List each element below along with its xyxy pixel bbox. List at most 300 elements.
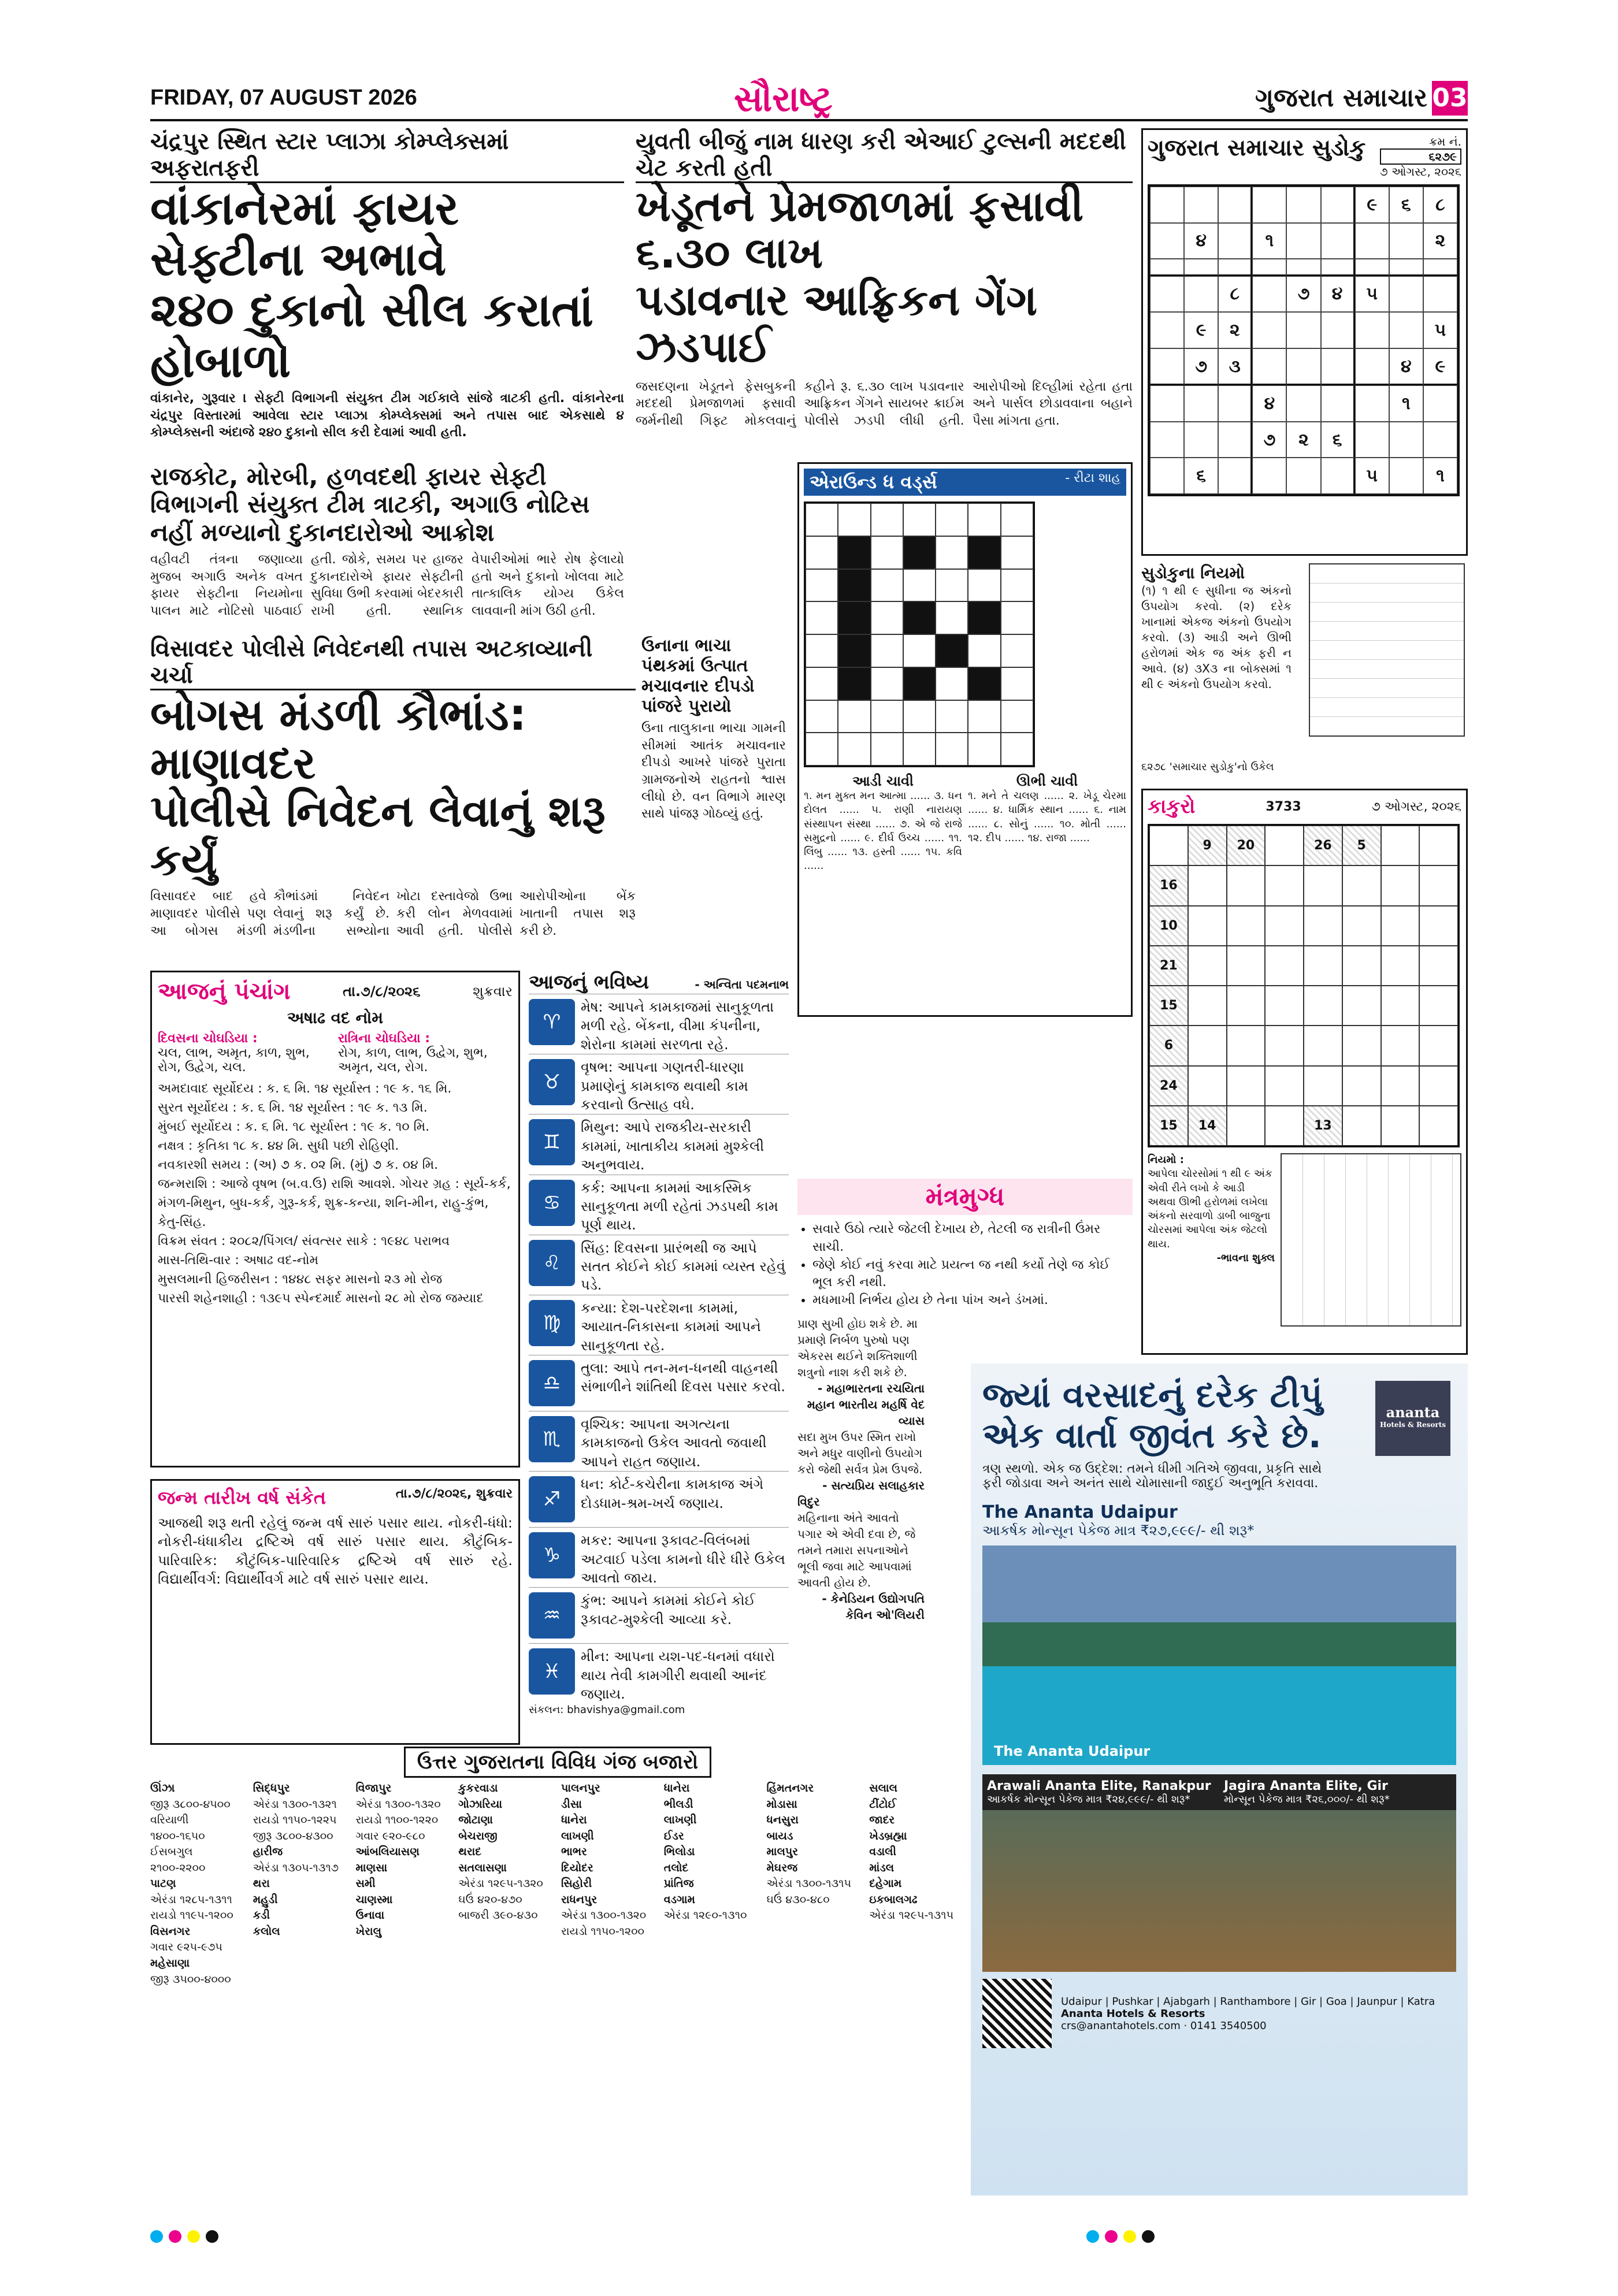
newspaper-brand: ગુજરાત સમાચાર: [1255, 83, 1427, 113]
kakuro-cell[interactable]: [1381, 1066, 1420, 1106]
sudoku-cell[interactable]: ૭: [1184, 348, 1218, 386]
kakuro-cell[interactable]: [1304, 906, 1342, 946]
market-line: પાલનપુર: [561, 1782, 600, 1795]
horoscope-text: મેષ: આપને કામકાજમાં સાનુકૂળતા મળી રહે. બેંકના, વીમા કંપનીના, શેરોના કામમાં સરળતા રહે.: [581, 999, 774, 1053]
market-column: [561, 1781, 657, 2197]
day-choghadiya: ચલ, લાભ, અમૃત, કાળ, શુભ, રોગ, ઉદ્વેગ, ચલ.: [158, 1046, 310, 1075]
kakuro-date: ૭ ઓગસ્ટ, ૨૦૨૬: [1371, 799, 1461, 814]
sudoku-cell[interactable]: ૮: [1218, 276, 1252, 313]
horoscope-text: ધન: કોર્ટ-કચેરીના કામકાજ અંગે દોડધામ-શ્રમ-ખર્ચ જણાય.: [581, 1476, 764, 1511]
sudoku-cell[interactable]: [1423, 422, 1457, 458]
market-column: [253, 1781, 349, 2197]
ad-headline: જ્યાં વરસાદનું દરેક ટીપું: [982, 1375, 1323, 1416]
horoscope-text: તુલા: આપે તન-મન-ધનથી વાહનથી સંભાળીને શાંતિથી દિવસ પસાર કરવો.: [581, 1360, 785, 1395]
crossword-cell[interactable]: [871, 503, 903, 536]
kakuro-cell[interactable]: [1419, 865, 1458, 905]
crossword-cell[interactable]: [806, 667, 838, 700]
sudoku-cell[interactable]: ૯: [1423, 348, 1457, 386]
sudoku-cell[interactable]: [1423, 276, 1457, 313]
registration-marks-right: [1086, 2230, 1160, 2245]
market-line: ઊંઝા: [150, 1782, 175, 1795]
mantra-line: • મધમાખી નિર્ભય હોય છે તેના પાંખ અને ડંખમાં.: [812, 1292, 1133, 1310]
kakuro-cell[interactable]: [1188, 906, 1227, 946]
sudoku-cell[interactable]: [1389, 422, 1423, 458]
crossword-cell[interactable]: [968, 733, 1000, 766]
crossword-cell[interactable]: [838, 700, 870, 733]
kakuro-cell[interactable]: [1149, 826, 1188, 865]
market-line: માંડલ: [869, 1861, 895, 1874]
market-line: હારીજ: [253, 1845, 283, 1859]
market-line: ઈડર: [663, 1829, 684, 1842]
market-line: જીરૂ ૩૫૦૦-૪૦૦૦: [150, 1972, 231, 1986]
sudoku-cell[interactable]: ૭: [1286, 276, 1320, 313]
panchang-tithi: અષાઢ વદ નોમ: [287, 1008, 384, 1027]
kakuro-cell[interactable]: [1188, 986, 1227, 1026]
sudoku-cell[interactable]: [1286, 458, 1320, 494]
kakuro-clue-cell[interactable]: 10: [1149, 906, 1188, 946]
sudoku-cell[interactable]: [1423, 259, 1457, 276]
crossword-box: [797, 462, 1133, 1017]
crossword-cell[interactable]: [1001, 536, 1033, 569]
navkarshi: નવકારશી સમય : (અ) ૭ ક. ૦૨ મિ. (મું) ૭ ક. ૦૪ મિ.: [158, 1158, 439, 1172]
horoscope-text: સિંહ: દિવસના પ્રારંભથી જ આપે સતત કોઈને કોઈ કામમાં વ્યસ્ત રહેવું પડે.: [581, 1239, 785, 1294]
sudoku-cell[interactable]: [1218, 187, 1252, 223]
sudoku-cell[interactable]: ૭: [1252, 422, 1286, 458]
kakuro-cell[interactable]: [1419, 986, 1458, 1026]
crossword-cell[interactable]: [968, 536, 1000, 569]
sudoku-cell[interactable]: [1252, 312, 1286, 348]
kakuro-cell[interactable]: [1265, 946, 1304, 986]
sudoku-cell[interactable]: [1355, 312, 1389, 348]
crossword-cell[interactable]: [1001, 569, 1033, 602]
sudoku-cell[interactable]: [1321, 259, 1355, 276]
kakuro-cell[interactable]: [1227, 986, 1266, 1026]
sudoku-cell[interactable]: [1150, 223, 1184, 259]
aravali-offer: આકર્ષક મોન્સૂન પેકેજ માત્ર ₹૨૪,૯૯૯/- થી શરૂ*: [987, 1793, 1190, 1805]
crossword-cell[interactable]: [903, 601, 936, 634]
kakuro-cell[interactable]: [1419, 1026, 1458, 1065]
kakuro-clue-cell[interactable]: 13: [1304, 1106, 1342, 1146]
crossword-cell[interactable]: [1001, 601, 1033, 634]
sudoku-cell[interactable]: [1321, 223, 1355, 259]
sudoku-cell[interactable]: ૧: [1423, 458, 1457, 494]
sudoku-cell[interactable]: [1286, 187, 1320, 223]
kakuro-no: 3733: [1266, 799, 1301, 814]
kakuro-cell[interactable]: [1304, 1066, 1342, 1106]
kakuro-rules-title: નિયમો :: [1148, 1154, 1184, 1166]
bhavishya-contact: સંકલન: bhavishya@gmail.com: [529, 1703, 685, 1716]
sudoku-cell[interactable]: [1252, 348, 1286, 386]
crossword-cell[interactable]: [806, 569, 838, 602]
sudoku-cell[interactable]: ૫: [1423, 312, 1457, 348]
sudoku-cell[interactable]: [1184, 422, 1218, 458]
kakuro-cell[interactable]: [1342, 1066, 1381, 1106]
sudoku-cell[interactable]: [1150, 312, 1184, 348]
kakuro-cell[interactable]: [1342, 1106, 1381, 1146]
kakuro-cell[interactable]: [1342, 1026, 1381, 1065]
udaipur-photo: [982, 1545, 1456, 1765]
kakuro-clue-cell[interactable]: 20: [1227, 826, 1266, 865]
crossword-cell[interactable]: [806, 536, 838, 569]
crossword-cell[interactable]: [1001, 733, 1033, 766]
sudoku-cell[interactable]: ૪: [1184, 223, 1218, 259]
sudoku-cell[interactable]: [1286, 348, 1320, 386]
sudoku-cell[interactable]: ૨: [1423, 223, 1457, 259]
market-column: [458, 1781, 554, 2197]
kakuro-cell[interactable]: [1304, 986, 1342, 1026]
crossword-cell[interactable]: [936, 733, 968, 766]
ad-phone[interactable]: 0141 3540500: [1190, 2019, 1267, 2032]
market-line: પ્રાંતિજ: [663, 1877, 694, 1890]
market-line: વિજાપુર: [355, 1782, 392, 1795]
crossword-cell[interactable]: [871, 634, 903, 667]
story-body: વહીવટી તંત્રના જણાવ્યા મુજબ અગાઉ અનેક વખત ફાયર સેફ્ટીના નિયમોના પાલન માટે નોટિસો પાઠવાઈ હતી. જોકે, સમય પર હાજર દુકાનદારોએ ફાયર સેફ્ટીની સુવિધા ઉભી કરવામાં બેદરકારી રાખી હતી. સ્થાનિક વેપારીઓમાં ભારે રોષ ફેલાયો હતો અને દુકાનો ખોલવા માટે તાત્કાલિક યોગ્ય ઉકેલ લાવવાની માંગ ઉઠી હતી.: [150, 552, 624, 618]
kakuro-cell[interactable]: [1381, 906, 1420, 946]
sudoku-cell[interactable]: ૬: [1321, 422, 1355, 458]
sudoku-cell[interactable]: [1355, 223, 1389, 259]
sudoku-rules-text: (૧) ૧ થી ૯ સુધીના જ અંકનો ઉપયોગ કરવો. (૨) દરેક ખાનામાં એકજ અંકનો ઉપયોગ કરવો. (૩) આડી અને ઊભી હરોળમાં એક જ અંક ફરી ન આવે. (૪) ૩X૩ ના બોક્સમાં ૧ થી ૯ અંકનો ઉપયોગ કરવો.: [1141, 584, 1292, 691]
sudoku-cell[interactable]: ૬: [1184, 458, 1218, 494]
kakuro-cell[interactable]: [1381, 865, 1420, 905]
logo-text: ananta: [1386, 1404, 1440, 1421]
kakuro-cell[interactable]: [1419, 1066, 1458, 1106]
market-line: ધાનેરા: [561, 1814, 587, 1827]
crossword-cell[interactable]: [838, 601, 870, 634]
sudoku-cell[interactable]: [1286, 312, 1320, 348]
sudoku-cell[interactable]: ૪: [1252, 385, 1286, 422]
horoscope-row: [529, 1411, 789, 1471]
crossword-cell[interactable]: [968, 634, 1000, 667]
horoscope-text: વૃષભ: આપના ગણતરી-ધારણા પ્રમાણેનું કામકાજ થવાથી કામ કરવાનો ઉત્સાહ વધે.: [581, 1059, 748, 1113]
sudoku-cell[interactable]: [1321, 385, 1355, 422]
mantra-header: [797, 1179, 1133, 1215]
photo-caption: The Ananta Udaipur: [994, 1743, 1151, 1759]
market-line: કલોલ: [253, 1925, 280, 1938]
market-line: એરંડા ૧૩૦૦-૧૩૨૦: [355, 1797, 441, 1811]
zodiac-icon: ♊: [529, 1119, 575, 1165]
horoscope-text: મિથુન: આપે રાજકીય-સરકારી કામમાં, ખાતાકીય કામમાં મુશ્કેલી અનુભવાય.: [581, 1119, 765, 1173]
market-line: જીરૂ ૩૮૦૦-૪૩૦૦: [253, 1829, 333, 1842]
sudoku-cell[interactable]: [1184, 276, 1218, 313]
janmadin-title: જન્મ તારીખ વર્ષ સંકેત: [158, 1487, 326, 1509]
market-section: [150, 1751, 965, 2207]
ad-email[interactable]: crs@anantahotels.com: [1061, 2019, 1181, 2032]
section-title: સૌરાષ્ટ્ર: [734, 77, 833, 120]
sudoku-cell[interactable]: ૧: [1389, 385, 1423, 422]
market-line: સિદ્ધપુર: [253, 1782, 290, 1795]
market-line: જાદર: [869, 1814, 895, 1827]
sudoku-cell[interactable]: [1184, 385, 1218, 422]
market-line: ગવાર ૯૨૫-૯૭૫: [150, 1941, 222, 1954]
crossword-cell[interactable]: [838, 667, 870, 700]
sudoku-cell[interactable]: ૯: [1184, 312, 1218, 348]
kakuro-cell[interactable]: [1227, 906, 1266, 946]
kakuro-cell[interactable]: [1304, 865, 1342, 905]
kakuro-cell[interactable]: [1381, 986, 1420, 1026]
kakuro-clue-cell[interactable]: 26: [1304, 826, 1342, 865]
crossword-cell[interactable]: [806, 601, 838, 634]
crossword-cell[interactable]: [903, 503, 936, 536]
kakuro-cell[interactable]: [1419, 826, 1458, 865]
story-headline-2: ૨૪૦ દુકાનો સીલ કરાતાં હોબાળો: [150, 283, 593, 388]
crossword-cell[interactable]: [903, 634, 936, 667]
kakuro-cell[interactable]: [1265, 1106, 1304, 1146]
kakuro-clue-cell[interactable]: 24: [1149, 1066, 1188, 1106]
crossword-cell[interactable]: [871, 667, 903, 700]
crossword-cell[interactable]: [806, 700, 838, 733]
sudoku-cell[interactable]: ૧: [1252, 223, 1286, 259]
kakuro-cell[interactable]: [1381, 946, 1420, 986]
sudoku-cell[interactable]: ૬: [1389, 187, 1423, 223]
market-line: પાટણ: [150, 1877, 176, 1890]
crossword-cell[interactable]: [936, 536, 968, 569]
sudoku-cell[interactable]: [1389, 259, 1423, 276]
horoscope-list: [529, 994, 789, 1704]
crossword-cell[interactable]: [968, 569, 1000, 602]
sudoku-cell[interactable]: [1355, 385, 1389, 422]
kakuro-cell[interactable]: [1342, 865, 1381, 905]
kakuro-cell[interactable]: [1304, 1026, 1342, 1065]
kakuro-title: કાકુરો: [1148, 795, 1196, 818]
crossword-cell[interactable]: [871, 536, 903, 569]
ad-headline-2: એક વાર્તા જીવંત કરે છે.: [982, 1416, 1322, 1456]
zodiac-icon: ♐: [529, 1476, 575, 1522]
horoscope-row: [529, 1471, 789, 1527]
sudoku-cell[interactable]: ૪: [1389, 348, 1423, 386]
panchang-date: તા.૭/૮/૨૦૨૬: [343, 983, 421, 1000]
mass-tithi: માસ-તિથિ-વાર : અષાઢ વદ-નોમ: [158, 1253, 319, 1268]
kakuro-clue-cell[interactable]: 5: [1342, 826, 1381, 865]
story-headline-2: પોલીસે નિવેદન લેવાનું શરૂ કર્યું: [150, 785, 606, 885]
market-line: લાખણી: [663, 1814, 697, 1827]
kakuro-cell[interactable]: [1342, 946, 1381, 986]
market-line: ઉનાવા: [355, 1909, 385, 1922]
market-line: સતલાસણા: [458, 1861, 507, 1874]
sudoku-cell[interactable]: [1389, 312, 1423, 348]
sudoku-cell[interactable]: ૩: [1218, 348, 1252, 386]
kakuro-cell[interactable]: [1265, 986, 1304, 1026]
crossword-cell[interactable]: [838, 536, 870, 569]
crossword-cell[interactable]: [1001, 700, 1033, 733]
sudoku-cell[interactable]: ૯: [1355, 187, 1389, 223]
kakuro-cell[interactable]: [1419, 1106, 1458, 1146]
sudoku-cell[interactable]: [1184, 259, 1218, 276]
kakuro-cell[interactable]: [1265, 865, 1304, 905]
crossword-cell[interactable]: [968, 700, 1000, 733]
kakuro-rules: આપેલા ચોરસોમાં ૧ થી ૯ અંક એવી રીતે લખો કે આડી અથવા ઊભી હરોળમાં લખેલા અંકનો સરવાળો ડાબી બાજુના ચોરસમાં આપેલા અંક જેટલો થાય.: [1148, 1168, 1272, 1250]
sudoku-cell[interactable]: [1218, 422, 1252, 458]
crossword-cell[interactable]: [838, 733, 870, 766]
sudoku-cell[interactable]: [1252, 458, 1286, 494]
sudoku-cell[interactable]: [1218, 385, 1252, 422]
sudoku-cell[interactable]: [1321, 348, 1355, 386]
zodiac-icon: ♑: [529, 1532, 575, 1578]
sudoku-cell[interactable]: [1252, 259, 1286, 276]
kakuro-cell[interactable]: [1227, 1106, 1266, 1146]
kakuro-cell[interactable]: [1342, 986, 1381, 1026]
kakuro-cell[interactable]: [1265, 1066, 1304, 1106]
kakuro-clue-cell[interactable]: 9: [1188, 826, 1227, 865]
crossword-cell[interactable]: [936, 667, 968, 700]
sudoku-cell[interactable]: ૨: [1286, 422, 1320, 458]
sudoku-cell[interactable]: [1184, 187, 1218, 223]
sudoku-cell[interactable]: ૮: [1423, 187, 1457, 223]
sudoku-box: [1141, 128, 1468, 556]
sudoku-cell[interactable]: [1389, 276, 1423, 313]
sudoku-cell[interactable]: ૨: [1218, 312, 1252, 348]
kakuro-cell[interactable]: [1227, 946, 1266, 986]
kakuro-cell[interactable]: [1188, 865, 1227, 905]
sudoku-cell[interactable]: [1355, 348, 1389, 386]
kakuro-clue-cell[interactable]: 15: [1149, 1106, 1188, 1146]
kakuro-clue-cell[interactable]: 16: [1149, 865, 1188, 905]
horoscope-text: કર્ક: આપના કામમાં આકસ્મિક સાનુકૂળતા મળી રહેતાં ઝડપથી કામ પૂર્ણ થાય.: [581, 1179, 778, 1234]
crossword-cell[interactable]: [936, 601, 968, 634]
market-line: મહેસાણા: [150, 1957, 190, 1970]
crossword-title: એરાઉન્ડ ધ વર્ડ્સ: [810, 471, 937, 493]
sudoku-cell[interactable]: [1150, 348, 1184, 386]
sudoku-cell[interactable]: [1321, 187, 1355, 223]
horoscope-text: વૃશ્ચિક: આપના અગત્યના કામકાજનો ઉકેલ આવતો જવાથી આપને રાહત જણાય.: [581, 1416, 767, 1470]
market-line: આંબલિયાસણ: [355, 1845, 420, 1859]
kakuro-cell[interactable]: [1188, 1026, 1227, 1065]
crossword-cell[interactable]: [806, 503, 838, 536]
page-number: 03: [1432, 81, 1468, 116]
kakuro-clue-cell[interactable]: 14: [1188, 1106, 1227, 1146]
udaipur-title: The Ananta Udaipur: [982, 1502, 1178, 1522]
kakuro-cell[interactable]: [1188, 1066, 1227, 1106]
sudoku-cell[interactable]: [1286, 259, 1320, 276]
sudoku-cell[interactable]: [1389, 458, 1423, 494]
crossword-cell[interactable]: [936, 700, 968, 733]
sudoku-cell[interactable]: [1150, 259, 1184, 276]
crossword-cell[interactable]: [903, 733, 936, 766]
story-subhead: રાજકોટ, મોરબી, હળવદથી ફાયર સેફ્ટી વિભાગની સંયુક્ત ટીમ ત્રાટકી, અગાઉ નોટિસ નહીં મળ્યાનો દુકાનદારોઓ આક્રોશ: [150, 462, 590, 547]
market-line: ભાભર: [561, 1845, 587, 1859]
kakuro-cell[interactable]: [1381, 1106, 1420, 1146]
sudoku-cell[interactable]: [1218, 458, 1252, 494]
sudoku-solution-label: ૬૨૭૮ 'સમાચાર સુડોકુ'નો ઉકેલ: [1141, 761, 1274, 773]
sun-ahmedabad: અમદાવાદ સૂર્યોદય : ક. ૬ મિ. ૧૪ સૂર્યાસ્ત : ૧૯ ક. ૧૬ મિ.: [158, 1082, 452, 1096]
crossword-cell[interactable]: [903, 536, 936, 569]
crossword-cell[interactable]: [1001, 667, 1033, 700]
kakuro-cell[interactable]: [1188, 946, 1227, 986]
kakuro-cell[interactable]: [1265, 826, 1304, 865]
crossword-cell[interactable]: [968, 601, 1000, 634]
market-line: રાયડો ૧૧૯૫-૧૨૦૦: [150, 1909, 233, 1922]
horoscope-text: કન્યા: દેશ-પરદેશના કામમાં, આયાત-નિકાસના કામમાં આપને સાનુકૂળતા રહે.: [581, 1299, 761, 1354]
sudoku-cell[interactable]: ૫: [1355, 458, 1389, 494]
sudoku-cell[interactable]: [1389, 223, 1423, 259]
crossword-cell[interactable]: [871, 733, 903, 766]
market-line: એરંડા ૧૨૯૫-૧૩૨૦: [458, 1877, 543, 1890]
crossword-cell[interactable]: [871, 601, 903, 634]
sudoku-cell[interactable]: [1150, 422, 1184, 458]
sudoku-cell[interactable]: [1286, 223, 1320, 259]
kakuro-grid: [1148, 824, 1460, 1147]
kakuro-cell[interactable]: [1419, 906, 1458, 946]
muslim-hijri: મુસલમાની હિજરીસન : ૧૪૪૮ સફર માસનો ૨૩ મો રોજ: [158, 1272, 443, 1287]
market-line: સિહોરી: [561, 1877, 592, 1890]
sudoku-cell[interactable]: [1150, 385, 1184, 422]
kakuro-cell[interactable]: [1419, 946, 1458, 986]
crossword-cell[interactable]: [838, 503, 870, 536]
market-line: દિયોદર: [561, 1861, 593, 1874]
market-line: રાયડો ૧૧૦૦-૧૨૨૦: [355, 1814, 439, 1827]
crossword-cell[interactable]: [903, 569, 936, 602]
sudoku-cell[interactable]: [1218, 223, 1252, 259]
story-kicker: વિસાવદર પોલીસે નિવેદનથી તપાસ અટકાવ્યાની ચર્ચા: [150, 636, 636, 690]
sudoku-cell[interactable]: [1150, 276, 1184, 313]
sudoku-cell[interactable]: [1355, 259, 1389, 276]
sudoku-cell[interactable]: [1423, 385, 1457, 422]
crossword-cell[interactable]: [936, 503, 968, 536]
sudoku-cell[interactable]: [1252, 187, 1286, 223]
crossword-cell[interactable]: [871, 700, 903, 733]
sudoku-cell[interactable]: [1286, 385, 1320, 422]
crossword-cell[interactable]: [903, 700, 936, 733]
horoscope-row: [529, 1235, 789, 1295]
crossword-cell[interactable]: [903, 667, 936, 700]
kakuro-clue-cell[interactable]: 21: [1149, 946, 1188, 986]
crossword-cell[interactable]: [1001, 634, 1033, 667]
sudoku-cell[interactable]: [1355, 422, 1389, 458]
crossword-cell[interactable]: [936, 634, 968, 667]
market-line: હિંમતનગર: [766, 1782, 814, 1795]
market-line: ગવાર ૯૨૦-૯૮૦: [355, 1829, 425, 1842]
sudoku-meta: [1380, 135, 1461, 179]
kakuro-cell[interactable]: [1227, 865, 1266, 905]
zodiac-icon: ♍: [529, 1300, 575, 1346]
issue-date: FRIDAY, 07 AUGUST 2026: [150, 86, 417, 110]
kakuro-cell[interactable]: [1304, 946, 1342, 986]
kakuro-clue-cell[interactable]: 6: [1149, 1026, 1188, 1065]
horoscope-row: [529, 1643, 789, 1703]
kakuro-cell[interactable]: [1381, 1026, 1420, 1065]
sudoku-cell[interactable]: [1321, 458, 1355, 494]
sudoku-cell[interactable]: ૪: [1321, 276, 1355, 313]
crossword-cell[interactable]: [838, 634, 870, 667]
kakuro-cell[interactable]: [1265, 1026, 1304, 1065]
sudoku-cell[interactable]: [1252, 276, 1286, 313]
zodiac-icon: ♌: [529, 1240, 575, 1286]
kakuro-clue-cell[interactable]: 15: [1149, 986, 1188, 1026]
kakuro-cell[interactable]: [1342, 906, 1381, 946]
sudoku-cell[interactable]: [1321, 312, 1355, 348]
kakuro-cell[interactable]: [1227, 1026, 1266, 1065]
crossword-cell[interactable]: [936, 569, 968, 602]
crossword-cell[interactable]: [806, 733, 838, 766]
crossword-cell[interactable]: [838, 569, 870, 602]
crossword-cell[interactable]: [806, 634, 838, 667]
crossword-cell[interactable]: [1001, 503, 1033, 536]
sun-surat: સુરત સૂર્યોદય : ક. ૬ મિ. ૧૪ સૂર્યાસ્ત : ૧૯ ક. ૧૩ મિ.: [158, 1101, 428, 1115]
market-line: ટીંટોઈ: [869, 1797, 897, 1811]
kakuro-cell[interactable]: [1227, 1066, 1266, 1106]
sudoku-cell[interactable]: ૫: [1355, 276, 1389, 313]
sudoku-cell[interactable]: [1150, 187, 1184, 223]
kakuro-cell[interactable]: [1381, 826, 1420, 865]
market-line: થરા: [253, 1877, 270, 1890]
story-headline: ઉનાના ભાચા પંથકમાં ઉત્પાત મચાવનાર દીપડો પાંજરે પુરાયો: [641, 636, 755, 716]
sudoku-cell[interactable]: [1218, 259, 1252, 276]
sudoku-cell[interactable]: [1150, 458, 1184, 494]
aravali-title: Arawali Ananta Elite, Ranakpur: [987, 1779, 1211, 1793]
crossword-cell[interactable]: [871, 569, 903, 602]
kakuro-cell[interactable]: [1265, 906, 1304, 946]
crossword-cell[interactable]: [968, 667, 1000, 700]
crossword-cell[interactable]: [968, 503, 1000, 536]
